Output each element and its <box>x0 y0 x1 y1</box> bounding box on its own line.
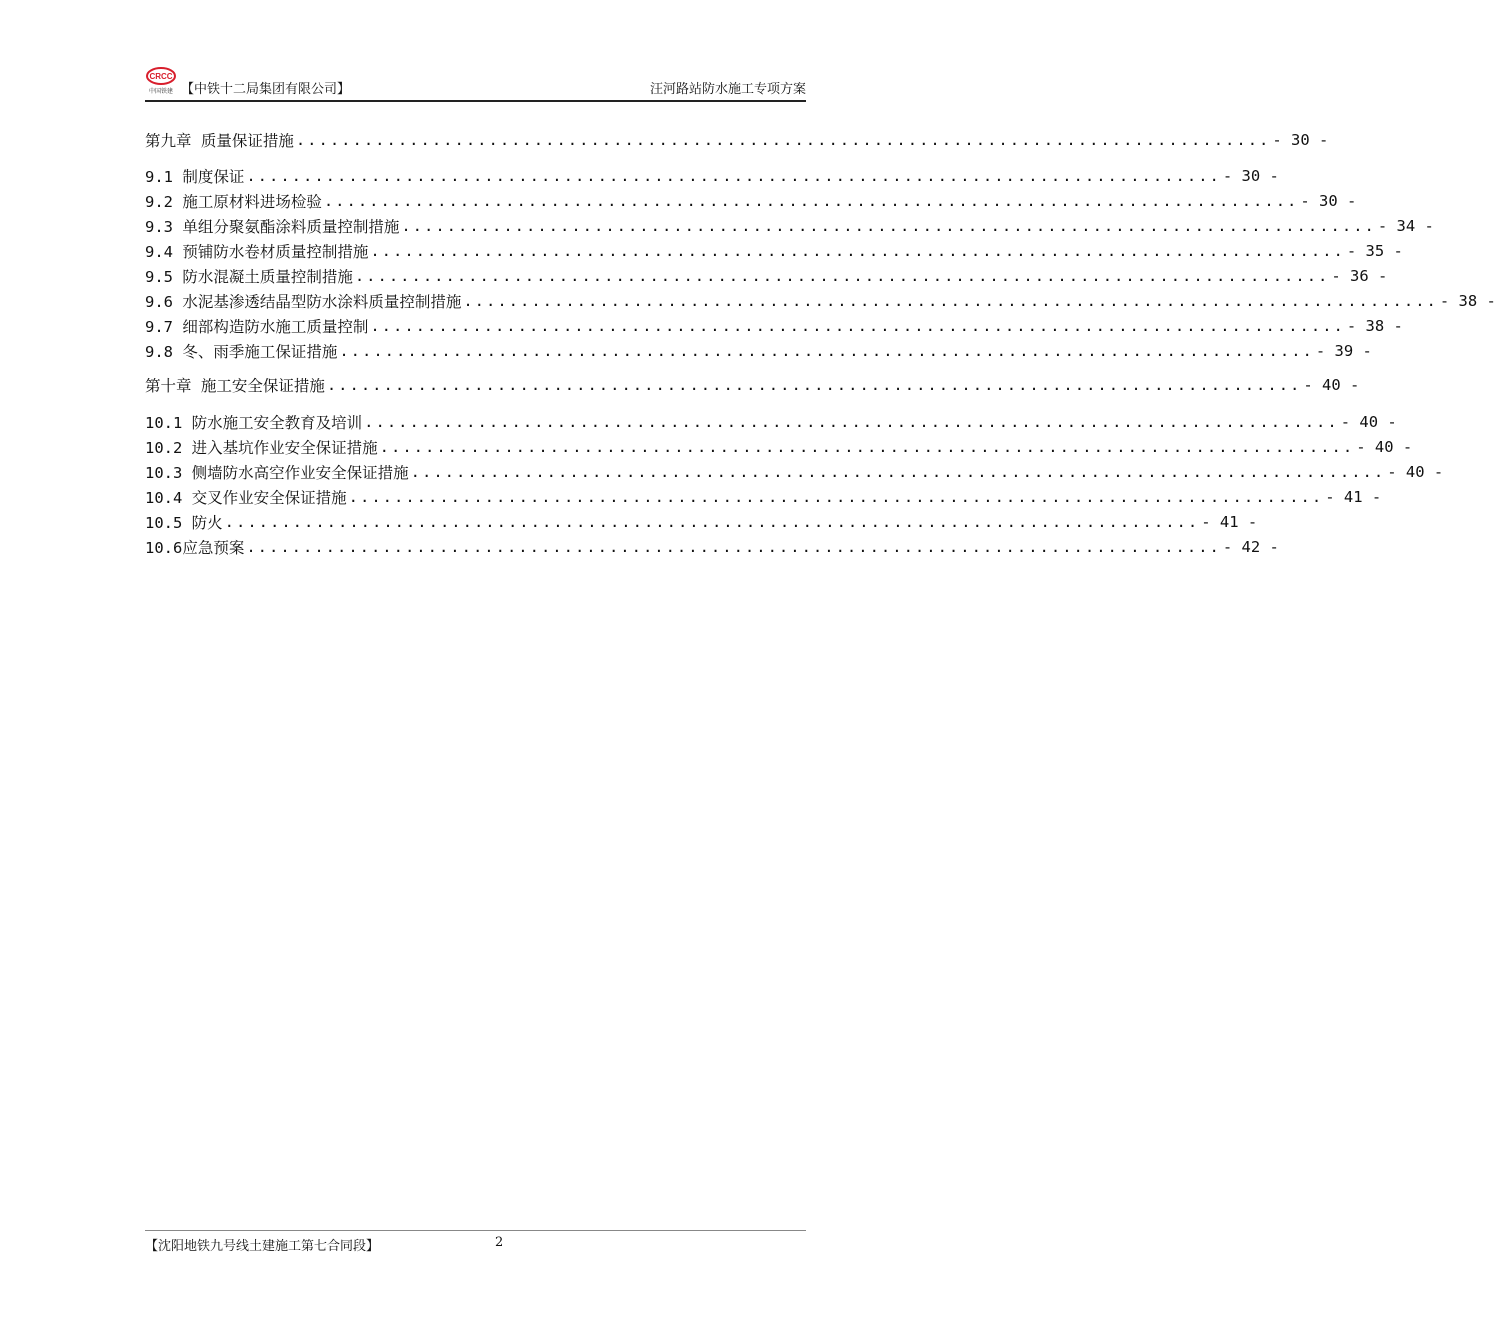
page-header <box>145 66 806 102</box>
toc-entry-title: 10.6应急预案 <box>145 539 245 557</box>
toc-entry[interactable] <box>145 460 1444 484</box>
toc-entry-title: 9.6 水泥基渗透结晶型防水涂料质量控制措施 <box>145 293 462 311</box>
toc-entry[interactable] <box>145 164 1279 188</box>
toc-entry-page: - 40 - <box>1387 463 1444 481</box>
toc-entry-title: 9.2 施工原材料进场检验 <box>145 193 322 211</box>
toc-entry[interactable] <box>145 314 1403 338</box>
toc-entry-page: - 30 - <box>1272 131 1329 149</box>
contract-section-label: 【沈阳地铁九号线土建施工第七合同段】 <box>145 1239 380 1254</box>
toc-entry[interactable] <box>145 339 1372 363</box>
toc-entry-title: 10.1 防水施工安全教育及培训 <box>145 414 363 432</box>
page-number: 2 <box>495 1235 504 1250</box>
toc-entry[interactable] <box>145 410 1397 434</box>
toc-dot-leader: ...................................................................................... <box>354 267 1330 285</box>
toc-entry-title: 9.5 防水混凝土质量控制措施 <box>145 268 353 286</box>
toc-entry[interactable] <box>145 214 1434 238</box>
toc-entry-page: - 38 - <box>1346 317 1403 335</box>
toc-dot-leader: ...................................................................................... <box>295 131 1271 149</box>
toc-entry-title: 10.2 进入基坑作业安全保证措施 <box>145 439 378 457</box>
toc-entry-title: 9.8 冬、雨季施工保证措施 <box>145 343 338 361</box>
toc-entry[interactable] <box>145 535 1279 559</box>
toc-entry[interactable] <box>145 510 1258 534</box>
toc-entry-page: - 36 - <box>1331 267 1388 285</box>
toc-dot-leader: ...................................................................................... <box>348 488 1324 506</box>
company-name: 【中铁十二局集团有限公司】 <box>181 82 351 97</box>
toc-entry[interactable] <box>145 264 1388 288</box>
toc-entry-page: - 38 - <box>1439 292 1496 310</box>
toc-entry-page: - 35 - <box>1346 242 1403 260</box>
toc-entry-title: 第十章 施工安全保证措施 <box>145 377 325 395</box>
toc-entry-title: 第九章 质量保证措施 <box>145 132 294 150</box>
toc-entry[interactable] <box>145 435 1413 459</box>
logo-text: CRCC <box>149 72 173 81</box>
toc-entry-title: 9.7 细部构造防水施工质量控制 <box>145 318 369 336</box>
toc-dot-leader: ...................................................................................... <box>224 513 1200 531</box>
page-footer <box>145 1230 806 1255</box>
toc-dot-leader: ...................................................................................... <box>410 463 1386 481</box>
toc-entry-page: - 40 - <box>1340 413 1397 431</box>
crcc-logo-icon <box>145 66 177 96</box>
logo-subtext: 中国铁建 <box>148 88 174 95</box>
toc-entry-page: - 40 - <box>1356 438 1413 456</box>
toc-dot-leader: ...................................................................................... <box>246 538 1221 556</box>
toc-dot-leader: ...................................................................................... <box>463 292 1438 310</box>
toc-dot-leader: ...................................................................................... <box>339 342 1314 360</box>
toc-dot-leader: ...................................................................................... <box>246 167 1221 185</box>
toc-entry-page: - 30 - <box>1300 192 1357 210</box>
toc-entry[interactable] <box>145 239 1403 263</box>
toc-dot-leader: ...................................................................................... <box>370 242 1345 260</box>
toc-entry-page: - 39 - <box>1315 342 1372 360</box>
toc-entry[interactable] <box>145 289 1496 313</box>
toc-dot-leader: ...................................................................................... <box>370 317 1345 335</box>
toc-entry-page: - 42 - <box>1222 538 1279 556</box>
toc-entry-title: 9.1 制度保证 <box>145 168 245 186</box>
toc-dot-leader: ...................................................................................... <box>364 413 1339 431</box>
toc-entry-title: 10.5 防火 <box>145 514 223 532</box>
toc-entry[interactable] <box>145 189 1357 213</box>
toc-entry-page: - 40 - <box>1303 376 1360 394</box>
toc-entry-title: 9.3 单组分聚氨酯涂料质量控制措施 <box>145 218 400 236</box>
toc-dot-leader: ...................................................................................... <box>379 438 1355 456</box>
toc-entry[interactable] <box>145 128 1329 152</box>
toc-entry-page: - 41 - <box>1201 513 1258 531</box>
toc-dot-leader: ...................................................................................... <box>326 376 1302 394</box>
document-title: 汪河路站防水施工专项方案 <box>649 82 806 97</box>
toc-entry-title: 10.4 交叉作业安全保证措施 <box>145 489 347 507</box>
toc-entry[interactable] <box>145 485 1382 509</box>
toc-entry-title: 10.3 侧墙防水高空作业安全保证措施 <box>145 464 409 482</box>
toc-dot-leader: ...................................................................................... <box>401 217 1376 235</box>
toc-entry-page: - 30 - <box>1222 167 1279 185</box>
toc-entry-page: - 34 - <box>1377 217 1434 235</box>
toc-entry-title: 9.4 预铺防水卷材质量控制措施 <box>145 243 369 261</box>
toc-entry[interactable] <box>145 373 1360 397</box>
toc-dot-leader: ...................................................................................... <box>323 192 1299 210</box>
toc-entry-page: - 41 - <box>1325 488 1382 506</box>
